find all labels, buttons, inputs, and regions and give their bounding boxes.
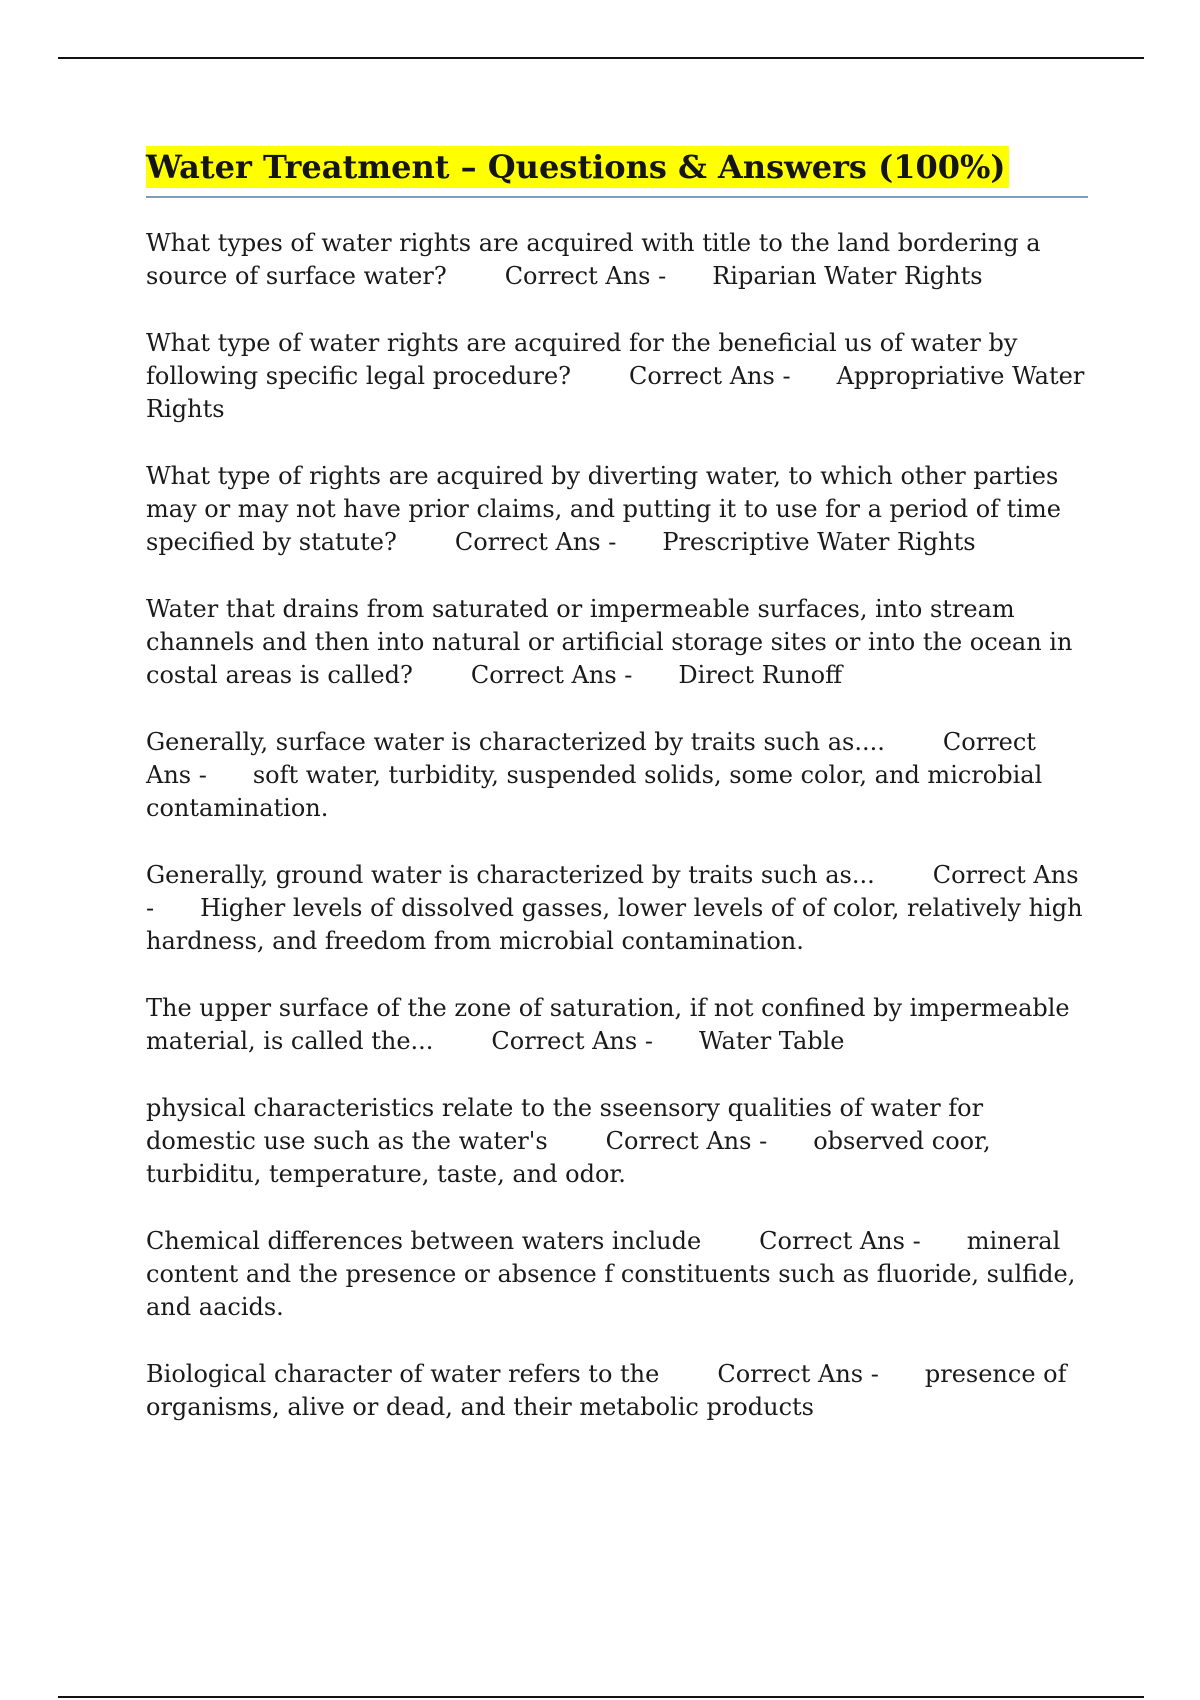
document-body xyxy=(146,146,1088,1458)
answer-label: Correct Ans - xyxy=(629,362,791,390)
question-text: The upper surface of the zone of saturation, if not confined by impermeable material, is called the... xyxy=(146,994,1070,1055)
qa-item xyxy=(146,227,1088,293)
answer-text: Water Table xyxy=(698,1027,845,1055)
answer-label: Correct Ans - xyxy=(759,1227,921,1255)
question-text: Water that drains from saturated or impermeable surfaces, into stream channels and then into natural or artificial storage sites or into the ocean in costal areas is called? xyxy=(146,595,1073,689)
qa-item xyxy=(146,460,1088,559)
qa-item xyxy=(146,327,1088,426)
answer-label: Correct Ans - xyxy=(146,728,1036,789)
qa-item xyxy=(146,1092,1088,1191)
answer-text: Direct Runoff xyxy=(678,661,843,689)
qa-item xyxy=(146,859,1088,958)
answer-label: Correct Ans - xyxy=(504,262,667,290)
question-text: physical characteristics relate to the sseensory qualities of water for domestic use such as the water's xyxy=(146,1094,984,1155)
question-text: What types of water rights are acquired with title to the land bordering a source of surface water? xyxy=(146,229,1041,290)
question-text: Generally, surface water is characterized by traits such as.... xyxy=(146,728,885,756)
answer-text: observed coor, turbiditu, temperature, taste, and odor. xyxy=(146,1127,991,1188)
answer-text: Prescriptive Water Rights xyxy=(662,528,976,556)
qa-item xyxy=(146,992,1088,1058)
qa-item xyxy=(146,726,1088,825)
answer-text: Higher levels of dissolved gasses, lower levels of of color, relatively high hardness, and freedom from microbial contamination. xyxy=(146,894,1083,955)
answer-label: Correct Ans - xyxy=(470,661,633,689)
document-title: Water Treatment – Questions & Answers (100%) xyxy=(146,146,1009,188)
question-text: What type of water rights are acquired for the beneficial us of water by following specific legal procedure? xyxy=(146,329,1018,390)
qa-item xyxy=(146,1358,1088,1424)
answer-text: Appropriative Water Rights xyxy=(146,362,1085,423)
bottom-rule xyxy=(58,1696,1144,1698)
answer-text: presence of organisms, alive or dead, and their metabolic products xyxy=(146,1360,1067,1421)
qa-item xyxy=(146,593,1088,692)
answer-label: Correct Ans - xyxy=(717,1360,879,1388)
qa-list xyxy=(146,227,1088,1424)
top-rule xyxy=(58,57,1144,59)
answer-label: Correct Ans - xyxy=(605,1127,768,1155)
answer-label: Correct Ans - xyxy=(146,861,1079,922)
question-text: Generally, ground water is characterized by traits such as... xyxy=(146,861,875,889)
answer-text: soft water, turbidity, suspended solids, some color, and microbial contamination. xyxy=(146,761,1043,822)
qa-item xyxy=(146,1225,1088,1324)
question-text: What type of rights are acquired by diverting water, to which other parties may or may not have prior claims, and putting it to use for a period of time specified by statute? xyxy=(146,462,1061,556)
question-text: Biological character of water refers to the xyxy=(146,1360,660,1388)
answer-label: Correct Ans - xyxy=(491,1027,653,1055)
answer-text: Riparian Water Rights xyxy=(712,262,983,290)
title-block xyxy=(146,146,1088,198)
answer-text: mineral content and the presence or absence f constituents such as fluoride, sulfide, and aacids. xyxy=(146,1227,1076,1321)
question-text: Chemical differences between waters include xyxy=(146,1227,702,1255)
answer-label: Correct Ans - xyxy=(454,528,617,556)
